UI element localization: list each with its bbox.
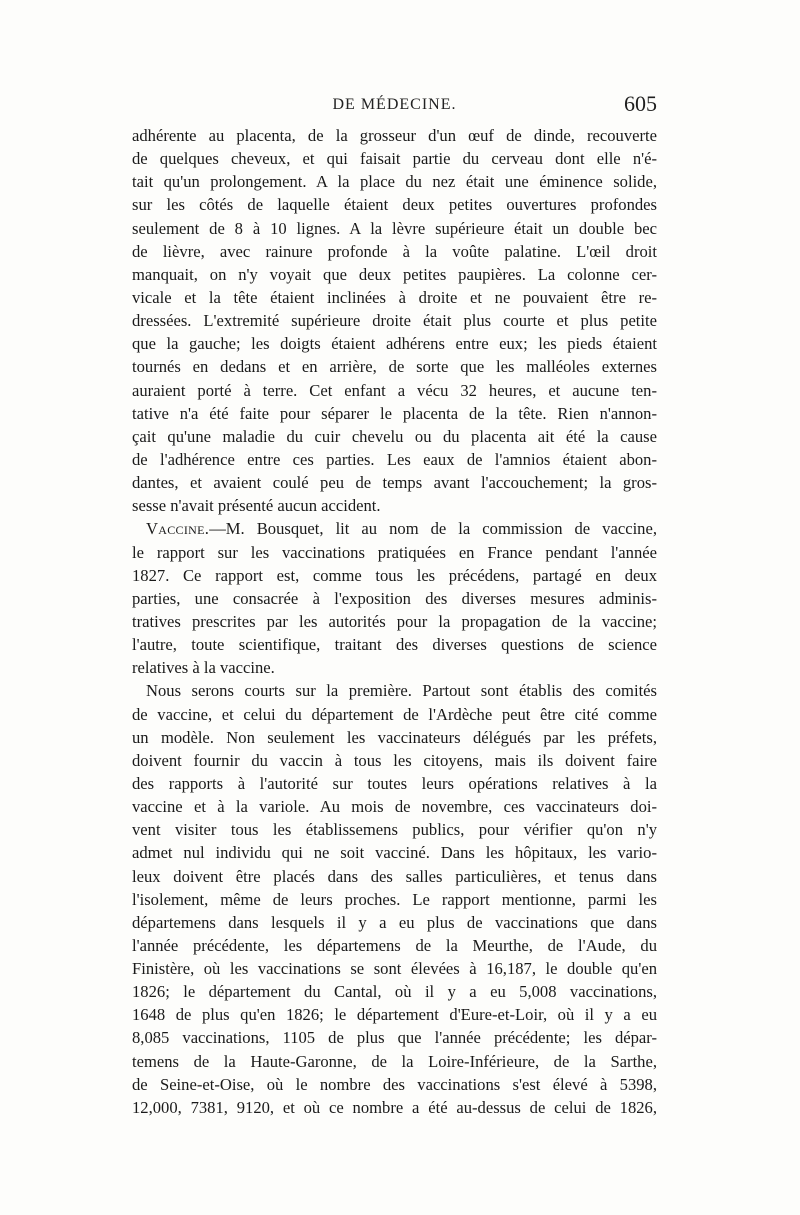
text-line: tournés en dedans et en arrière, de sorte que les malléoles externes bbox=[132, 357, 657, 377]
text-line: 1826; le département du Cantal, où il y a eu 5,008 vaccinations, bbox=[132, 982, 657, 1002]
text-line: l'année précédente, les départemens de la Meurthe, de l'Aude, du bbox=[132, 935, 657, 955]
text-line: un modèle. Non seulement les vaccinateurs délégués par les préfets, bbox=[132, 727, 657, 747]
text-line-content: —M. Bousquet, lit au nom de la commission de vaccine, bbox=[209, 519, 657, 539]
text-line: départemens dans lesquels il y a eu plus de vaccinations que dans bbox=[132, 912, 657, 932]
text-line: de lièvre, avec rainure profonde à la voûte palatine. L'œil droit bbox=[132, 241, 657, 261]
text-line: des rapports à l'autorité sur toutes leurs opérations relatives à la bbox=[132, 773, 657, 793]
text-line: doivent fournir du vaccin à tous les citoyens, mais ils doivent faire bbox=[132, 750, 657, 770]
body-text bbox=[132, 124, 657, 1119]
text-line: leux doivent être placés dans des salles particulières, et tenus dans bbox=[132, 866, 657, 886]
text-line: le rapport sur les vaccinations pratiquées en France pendant l'année bbox=[132, 542, 657, 562]
text-line: 1827. Ce rapport est, comme tous les précédens, partagé en deux bbox=[132, 565, 657, 585]
text-line bbox=[132, 517, 657, 540]
text-line: sur les côtés de laquelle étaient deux petites ouvertures profondes bbox=[132, 195, 657, 215]
text-line: de quelques cheveux, et qui faisait partie du cerveau dont elle n'é- bbox=[132, 149, 657, 169]
text-line: tait qu'un prolongement. A la place du nez était une éminence solide, bbox=[132, 172, 657, 192]
text-line: 12,000, 7381, 9120, et où ce nombre a été au-dessus de celui de 1826, bbox=[132, 1097, 657, 1117]
text-line: vaccine et à la variole. Au mois de novembre, ces vaccinateurs doi- bbox=[132, 797, 657, 817]
text-line: adhérente au placenta, de la grosseur d'un œuf de dinde, recouverte bbox=[132, 126, 657, 145]
running-head: DE MÉDECINE. bbox=[332, 96, 457, 113]
text-line: que la gauche; les doigts étaient adhérens entre eux; les pieds étaient bbox=[132, 334, 657, 354]
text-line: l'autre, toute scientifique, traitant des diverses questions de science bbox=[132, 635, 657, 655]
text-line: dantes, et avaient coulé peu de temps avant l'accouchement; la gros- bbox=[132, 473, 657, 493]
text-line: 8,085 vaccinations, 1105 de plus que l'année précédente; les dépar- bbox=[132, 1028, 657, 1048]
text-line: auraient porté à terre. Cet enfant a vécu 32 heures, et aucune ten- bbox=[132, 380, 657, 400]
text-line: relatives à la vaccine. bbox=[132, 658, 275, 678]
page-number: 605 bbox=[624, 91, 657, 116]
section-head-word: Vaccine. bbox=[146, 519, 210, 539]
text-line: Nous serons courts sur la première. Partout sont établis des comités bbox=[146, 681, 657, 701]
text-line: l'isolement, même de leurs proches. Le rapport mentionne, parmi les bbox=[132, 889, 657, 909]
page-header bbox=[132, 91, 657, 120]
text-line: parties, une consacrée à l'exposition des diverses mesures adminis- bbox=[132, 588, 657, 608]
text-line: çait qu'une maladie du cuir chevelu ou du placenta ait été la cause bbox=[132, 426, 657, 446]
text-line: 1648 de plus qu'en 1826; le département d'Eure-et-Loir, où il y a eu bbox=[132, 1005, 657, 1025]
text-line: sesse n'avait présenté aucun accident. bbox=[132, 496, 381, 516]
text-line: tative n'a été faite pour séparer le placenta de la tête. Rien n'annon- bbox=[132, 403, 657, 423]
text-line: de vaccine, et celui du département de l'Ardèche peut être cité comme bbox=[132, 704, 657, 724]
text-line: Finistère, où les vaccinations se sont élevées à 16,187, le double qu'en bbox=[132, 959, 657, 979]
text-line: tratives prescrites par les autorités pour la propagation de la vaccine; bbox=[132, 611, 657, 631]
text-line: vent visiter tous les établissemens publics, pour vérifier qu'on n'y bbox=[132, 820, 657, 840]
text-line: dressées. L'extremité supérieure droite était plus courte et plus petite bbox=[132, 311, 657, 331]
text-line: de Seine-et-Oise, où le nombre des vaccinations s'est élevé à 5398, bbox=[132, 1074, 657, 1094]
text-line: de l'adhérence entre ces parties. Les eaux de l'amnios étaient abon- bbox=[132, 449, 657, 469]
text-line: temens de la Haute-Garonne, de la Loire-Inférieure, de la Sarthe, bbox=[132, 1051, 657, 1071]
text-line: vicale et la tête étaient inclinées à droite et ne pouvaient être re- bbox=[132, 287, 657, 307]
text-line: manquait, on n'y voyait que deux petites paupières. La colonne cer- bbox=[132, 264, 657, 284]
text-line: admet nul individu qui ne soit vacciné. Dans les hôpitaux, les vario- bbox=[132, 843, 657, 863]
text-line: seulement de 8 à 10 lignes. A la lèvre supérieure était un double bec bbox=[132, 218, 657, 238]
